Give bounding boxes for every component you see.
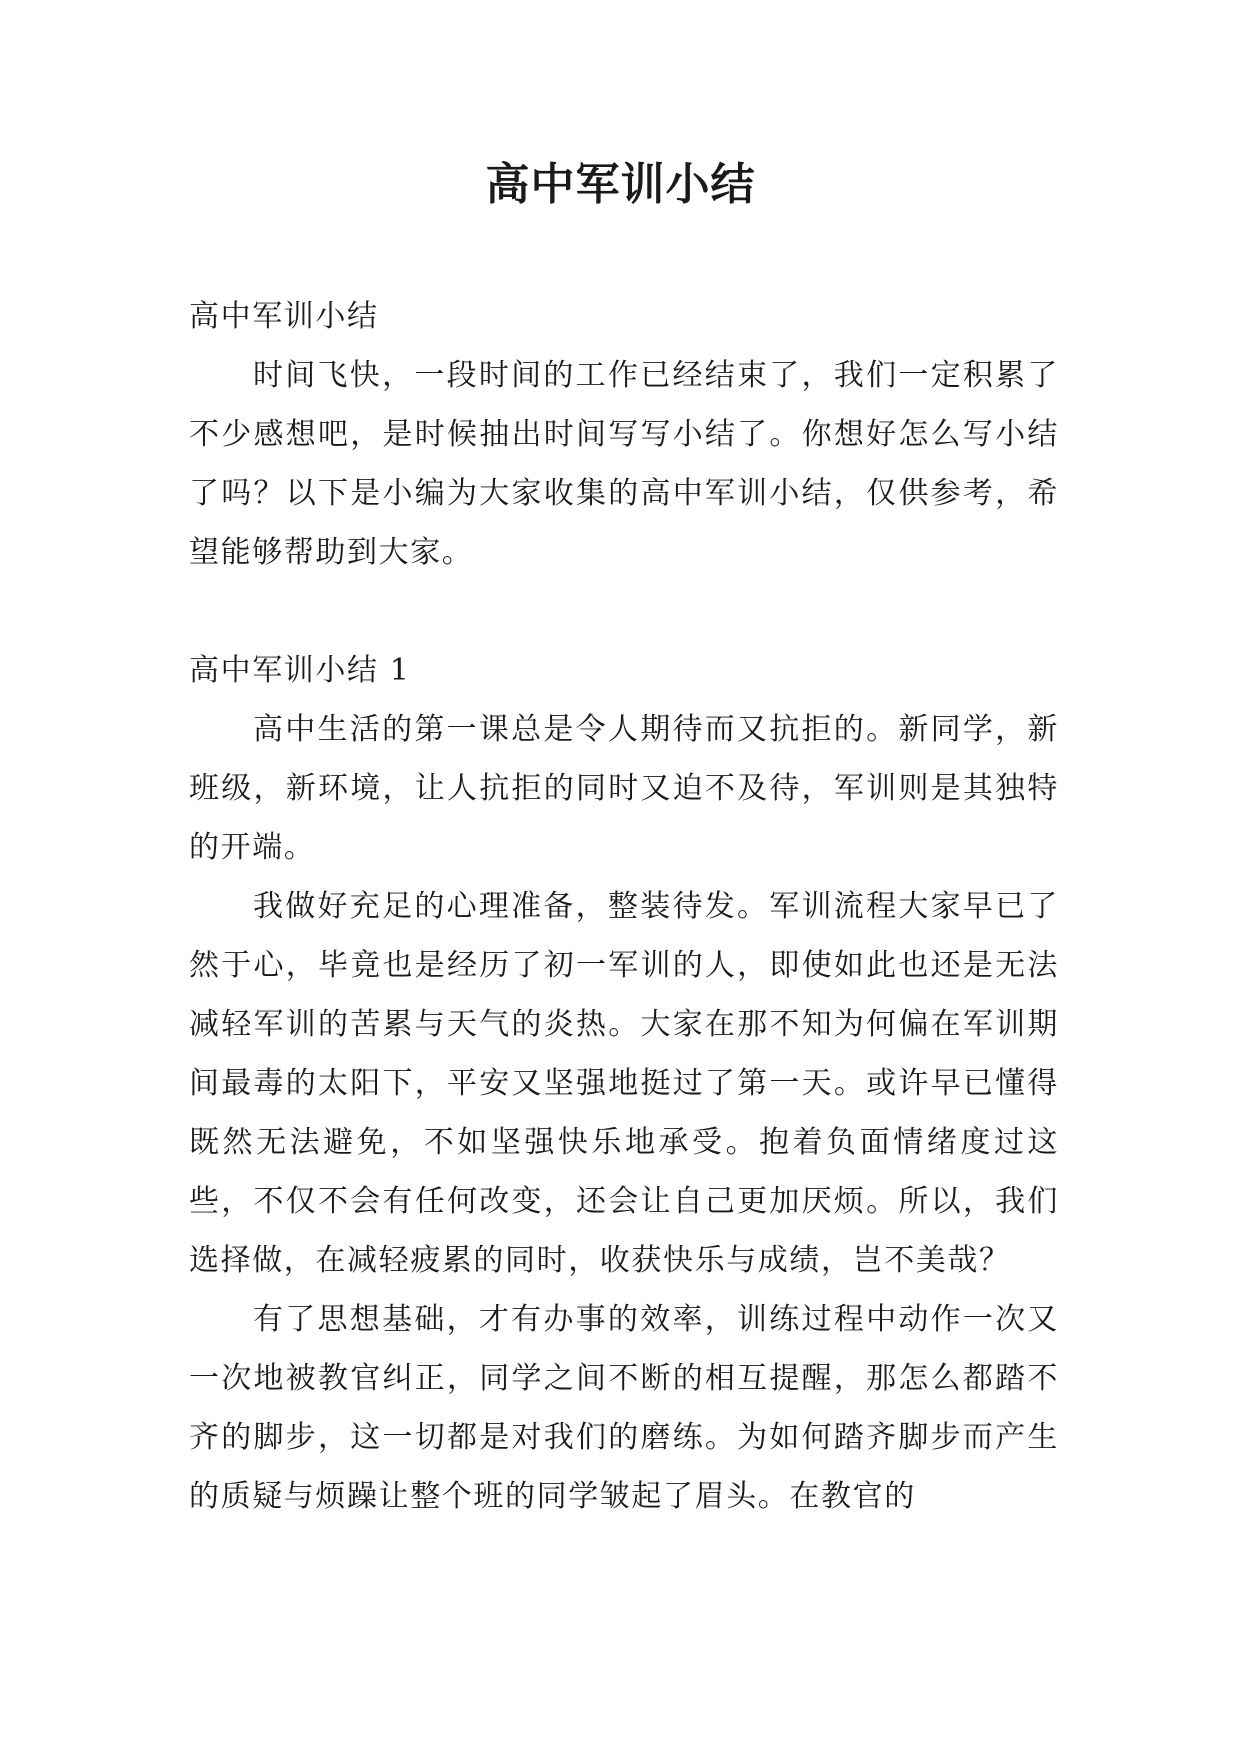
body-paragraph: 我做好充足的心理准备，整装待发。军训流程大家早已了然于心，毕竟也是经历了初一军训的人，即使如此也还是无法减轻军训的苦累与天气的炎热。大家在那不知为何偏在军训期间最毒的太阳下，平安又坚强地挺过了第一天。或许早已懂得既然无法避免，不如坚强快乐地承受。抱着负面情绪度过这些，不仅不会有任何改变，还会让自己更加厌烦。所以，我们选择做，在减轻疲累的同时，收获快乐与成绩，岂不美哉？ — [189, 889, 1059, 1278]
section-spacer — [189, 582, 1059, 641]
section-heading-1: 高中军训小结 1 — [189, 653, 411, 688]
document-body — [189, 287, 1059, 1526]
intro-heading: 高中军训小结 — [189, 299, 379, 334]
body-paragraph: 有了思想基础，才有办事的效率，训练过程中动作一次又一次地被教官纠正，同学之间不断的相互提醒，那怎么都踏不齐的脚步，这一切都是对我们的磨练。为如何踏齐脚步而产生的质疑与烦躁让整个班的同学皱起了眉头。在教官的 — [189, 1302, 1059, 1514]
body-paragraph: 高中生活的第一课总是令人期待而又抗拒的。新同学，新班级，新环境，让人抗拒的同时又迫不及待，军训则是其独特的开端。 — [189, 712, 1059, 865]
intro-paragraph: 时间飞快，一段时间的工作已经结束了，我们一定积累了不少感想吧，是时候抽出时间写写小结了。你想好怎么写小结了吗？以下是小编为大家收集的高中军训小结，仅供参考，希望能够帮助到大家。 — [189, 358, 1059, 570]
document-title: 高中军训小结 — [485, 159, 756, 210]
